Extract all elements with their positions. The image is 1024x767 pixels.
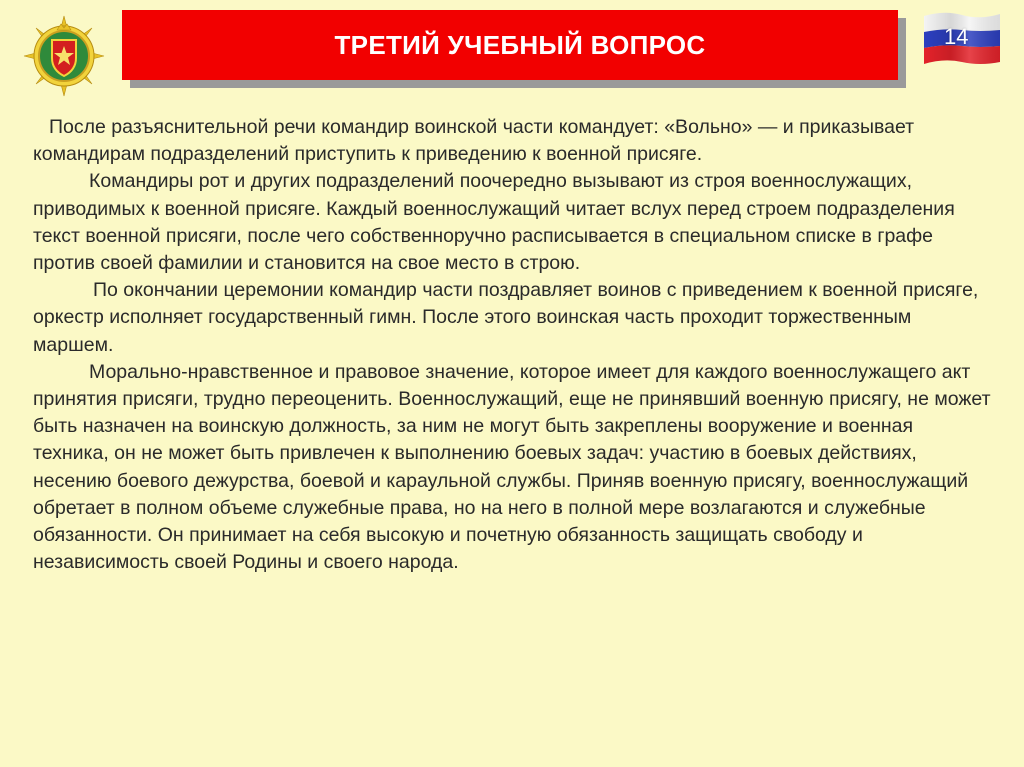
paragraph: По окончании церемонии командир части поздравляет воинов с приведением к военной присяге, оркестр исполняет государственный гимн. После этого воинская часть проходит торжественным маршем. — [33, 279, 979, 356]
slide-title: ТРЕТИЙ УЧЕБНЫЙ ВОПРОС — [334, 29, 706, 60]
body-text — [33, 114, 993, 576]
paragraph: Командиры рот и других подразделений поочередно вызывают из строя военнослужащих, приводимых к военной присяге. Каждый военнослужащий читает вслух перед строем подразделения текст военной присяги, после чего собственноручно расписывается в специальном списке в графе против своей фамилии и становится на свое место в строю. — [33, 170, 955, 275]
military-emblem-icon — [22, 14, 106, 98]
paragraph: Морально-нравственное и правовое значение, которое имеет для каждого военнослужащего акт принятия присяги, трудно переоценить. Военнослужащий, еще не принявший военную присягу, не может быть назначен на воинскую должность, за ним не могут быть закреплены вооружение и военная техника, он не может быть привлечен к выполнению боевых задач: участию в боевых действиях, несению боевого дежурства, боевой и караульной службы. Приняв военную присягу, военнослужащий обретает в полном объеме служебные права, но на него в полной мере возлагаются и служебные обязанности. Он принимает на себя высокую и почетную обязанность защищать свободу и независимость своей Родины и своего народа. — [33, 360, 991, 574]
slide-number: 14 — [944, 24, 969, 49]
title-bar — [122, 10, 898, 80]
paragraph: После разъяснительной речи командир воинской части командует: «Вольно» — и приказывает командирам подразделений приступить к приведению к военной присяге. — [33, 116, 915, 166]
